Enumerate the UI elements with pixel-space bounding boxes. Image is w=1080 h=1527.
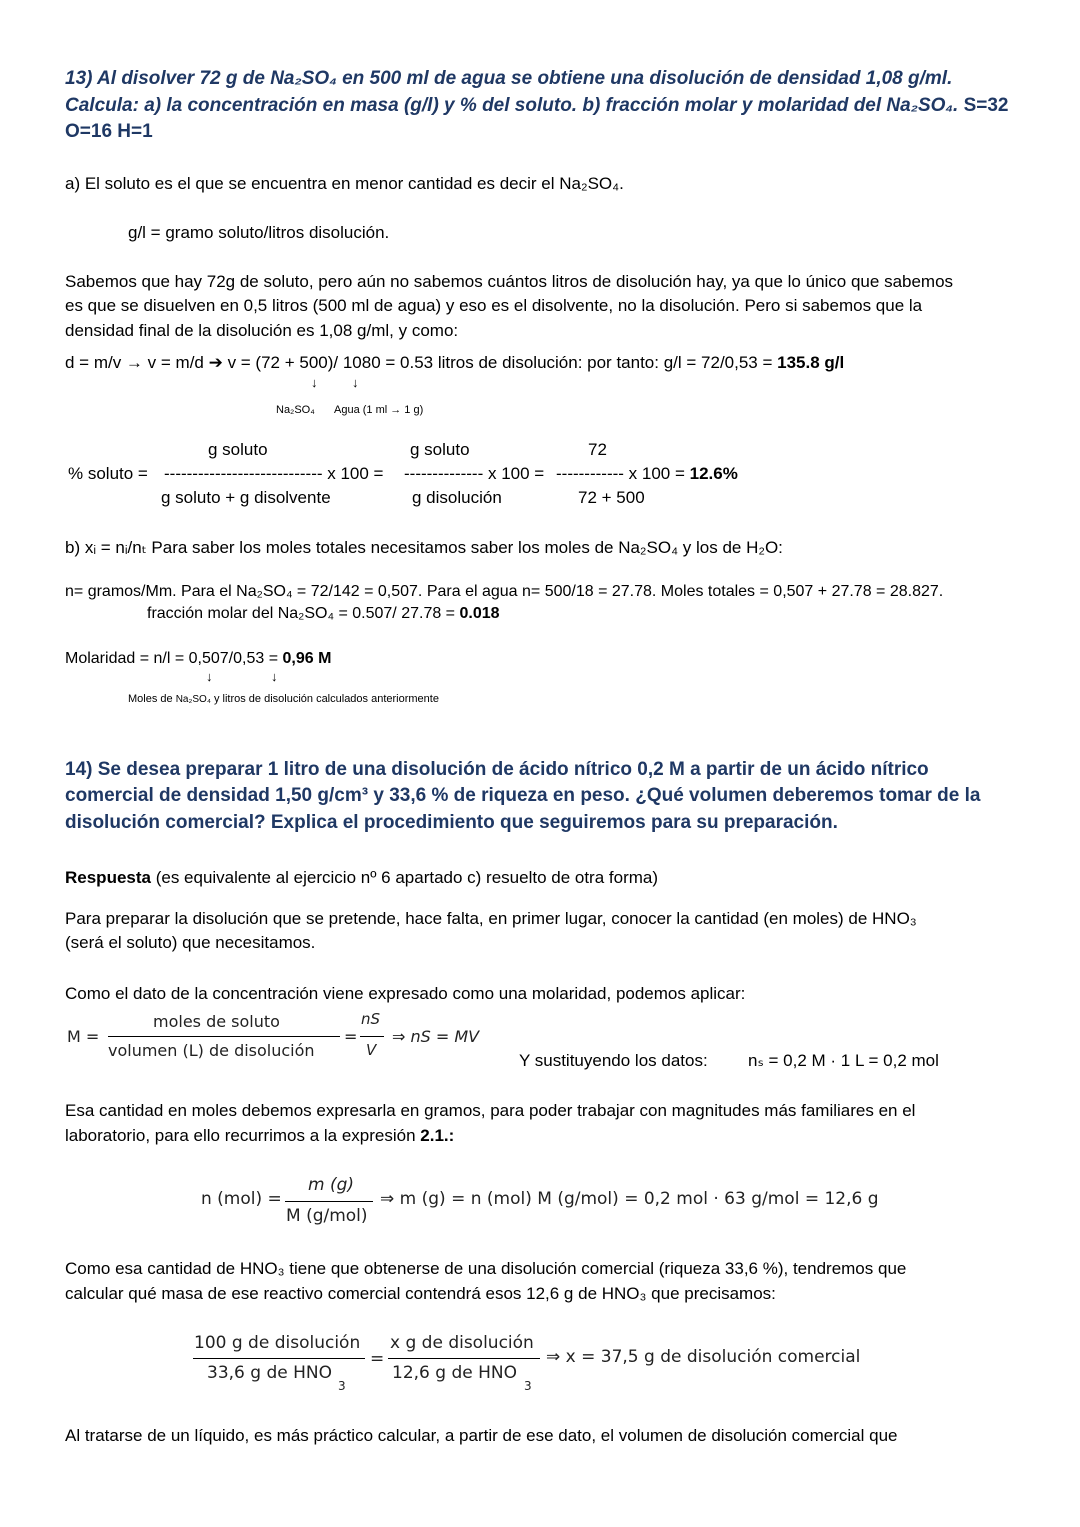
n-denominator: M (g/mol) (286, 1206, 368, 1226)
q13-line1: 13) Al disolver 72 g de Na₂SO₄ en 500 ml de agua se obtiene una disolución de densidad 1,08 g/ml. (65, 68, 953, 89)
q14-line3: disolución comercial? Explica el procedimiento que seguiremos para su preparación. (65, 812, 838, 833)
m-v: V (366, 1041, 377, 1059)
r-equals: = (370, 1349, 385, 1369)
frac2-denominator: g disolución (412, 488, 502, 507)
frac1-bar: ---------------------------- x 100 = (164, 464, 384, 483)
r14-respuesta-rest: (es equivalente al ejercicio nº 6 apartado c) resuelto de otra forma) (150, 868, 659, 887)
a-gl-def: g/l = gramo soluto/litros disolución. (128, 223, 390, 242)
n-lhs: n (mol) = (201, 1189, 282, 1209)
r14-p3b-text: laboratorio, para ello recurrimos a la expresión (65, 1126, 421, 1145)
pct-soluto-label: % soluto = (68, 464, 148, 483)
q13-line2 (65, 95, 1008, 117)
b-fraccion-text: fracción molar del Na₂SO₄ = 0.507/ 27.78 = (147, 605, 460, 622)
m-ns: nS (361, 1010, 381, 1028)
a-density-equation-text: d = m/v → v = m/d ➔ v = (72 + 500)/ 1080 = 0.53 litros de disolución: por tanto: g/l = 72/0,53 = (65, 353, 778, 372)
arrow-down-icon: ↓ (206, 669, 213, 684)
b-molaridad (65, 650, 331, 668)
sust-label: Y sustituyendo los datos: (519, 1051, 708, 1070)
a-intro: a) El soluto es el que se encuentra en menor cantidad es decir el Na₂SO₄. (65, 174, 624, 193)
frac3-numerator: 72 (588, 440, 607, 459)
pct-result: 12.6% (689, 464, 738, 483)
m-lhs: M = (67, 1027, 100, 1046)
m-fraction-line (108, 1036, 340, 1037)
q13-line2-italic: Calcula: a) la concentración en masa (g/l) y % del soluto. b) fracción molar y molaridad del Na₂SO₄. (65, 95, 959, 116)
r-numerator-2: x g de disolución (390, 1333, 534, 1353)
q13-line3: O=16 H=1 (65, 121, 153, 142)
m-equals: = (344, 1027, 358, 1046)
frac3-denominator: 72 + 500 (578, 488, 645, 507)
r14-respuesta-bold: Respuesta (65, 868, 151, 887)
r-numerator-1: 100 g de disolución (194, 1333, 361, 1353)
sust-value: nₛ = 0,2 M · 1 L = 0,2 mol (748, 1051, 939, 1070)
r14-p1a: Para preparar la disolución que se pretende, hace falta, en primer lugar, conocer la cantidad (en moles) de HNO₃ (65, 909, 917, 928)
a-density-equation (65, 353, 844, 373)
label-na2so4: Na₂SO₄ (276, 404, 315, 416)
r14-p3a: Esa cantidad en moles debemos expresarla en gramos, para poder trabajar con magnitudes más familiares en el (65, 1101, 916, 1120)
n-fraction-line (285, 1201, 373, 1202)
frac1-denominator: g soluto + g disolvente (161, 488, 331, 507)
r-subscript-2: 3 (524, 1379, 532, 1393)
b-fraccion-molar (147, 605, 500, 623)
r14-p4b: calcular qué masa de ese reactivo comercial contendrá esos 12,6 g de HNO₃ que precisamos: (65, 1284, 776, 1303)
m-implication: ⇒ nS = MV (392, 1027, 480, 1046)
arrow-down-icon: ↓ (352, 375, 359, 390)
a-para-1: Sabemos que hay 72g de soluto, pero aún no sabemos cuántos litros de disolución hay, ya que lo único que sabemos (65, 272, 954, 291)
r-denominator-2: 12,6 g de HNO (392, 1363, 517, 1383)
r14-p5: Al tratarse de un líquido, es más práctico calcular, a partir de ese dato, el volumen de disolución comercial que (65, 1426, 898, 1445)
r14-p3b-bold: 2.1.: (420, 1126, 455, 1145)
b-note-a: Moles de (128, 693, 176, 705)
frac2-bar: -------------- x 100 = (404, 464, 545, 483)
b-note-c: y litros de disolución calculados anteriormente (210, 693, 439, 705)
arrow-down-icon: ↓ (271, 669, 278, 684)
n-rhs: ⇒ m (g) = n (mol) M (g/mol) = 0,2 mol · 63 g/mol = 12,6 g (380, 1189, 879, 1209)
r14-p1b: (será el soluto) que necesitamos. (65, 933, 316, 952)
r14-p3b (65, 1126, 454, 1146)
r14-p2: Como el dato de la concentración viene expresado como una molaridad, podemos aplicar: (65, 984, 746, 1003)
r-denominator-1: 33,6 g de HNO (207, 1363, 332, 1383)
frac2-numerator: g soluto (410, 440, 470, 459)
m-ns-line (360, 1036, 384, 1037)
a-para-2: es que se disuelven en 0,5 litros (500 ml de agua) y eso es el disolvente, no la disolución. Pero si sabemos que la (65, 296, 923, 315)
b-note-b: Na₂SO₄ (175, 694, 211, 705)
r14-respuesta (65, 868, 658, 888)
r-rhs: ⇒ x = 37,5 g de disolución comercial (546, 1347, 861, 1367)
frac1-numerator: g soluto (208, 440, 268, 459)
q14-line2: comercial de densidad 1,50 g/cm³ y 33,6 % de riqueza en peso. ¿Qué volumen deberemos tomar de la (65, 785, 981, 806)
r-fraction-line-1 (193, 1358, 365, 1359)
m-denominator: volumen (L) de disolución (108, 1041, 315, 1060)
a-para-3: densidad final de la disolución es 1,08 g/ml, y como: (65, 321, 459, 340)
q13-line2-mass-s: S=32 (958, 95, 1009, 116)
m-numerator: moles de soluto (153, 1012, 280, 1031)
frac3-bar (556, 464, 738, 484)
b-molaridad-result: 0,96 M (282, 650, 332, 667)
frac3-bar-text: ------------ x 100 = (556, 464, 690, 483)
label-agua: Agua (1 ml → 1 g) (334, 404, 424, 416)
r14-p4a: Como esa cantidad de HNO₃ tiene que obtenerse de una disolución comercial (riqueza 33,6 %), tendremos que (65, 1259, 907, 1278)
a-gl-result: 135.8 g/l (777, 353, 845, 372)
r-subscript-1: 3 (338, 1379, 346, 1393)
b-note (128, 693, 439, 705)
b-fraccion-result: 0.018 (459, 605, 500, 622)
b-molaridad-text: Molaridad = n/l = 0,507/0,53 = (65, 650, 283, 667)
b-moles: n= gramos/Mm. Para el Na₂SO₄ = 72/142 = 0,507. Para el agua n= 500/18 = 27.78. Moles totales = 0,507 + 27.78 = 28.827. (65, 583, 944, 600)
r-fraction-line-2 (388, 1358, 540, 1359)
q14-line1: 14) Se desea preparar 1 litro de una disolución de ácido nítrico 0,2 M a partir de un ácido nítrico (65, 759, 929, 780)
arrow-down-icon: ↓ (311, 375, 318, 390)
b-intro: b) xᵢ = nᵢ/nₜ Para saber los moles totales necesitamos saber los moles de Na₂SO₄ y los de H₂O: (65, 538, 783, 557)
n-numerator: m (g) (308, 1175, 355, 1195)
